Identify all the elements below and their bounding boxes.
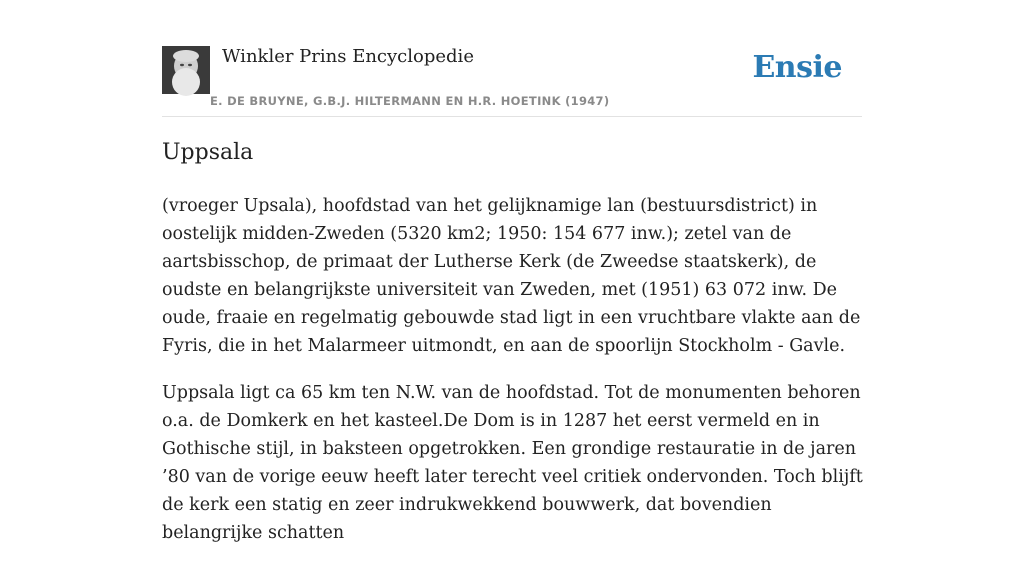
authors-line: E. DE BRUYNE, G.B.J. HILTERMANN EN H.R. HOETINK (1947) xyxy=(210,94,610,108)
author-avatar[interactable] xyxy=(162,46,210,94)
ensie-logo[interactable]: Ensie xyxy=(752,50,842,85)
header xyxy=(162,46,862,117)
article-title: Uppsala xyxy=(162,140,254,165)
portrait-icon xyxy=(162,46,210,94)
article-paragraph: Uppsala ligt ca 65 km ten N.W. van de hoofdstad. Tot de monumenten behoren o.a. de Domkerk en het kasteel.De Dom is in 1287 het eerst vermeld en in Gothische stijl, in baksteen opgetrokken. Een grondige restauratie in de jaren ’80 van de vorige eeuw heeft later terecht veel critiek ondervonden. Toch blijft de kerk een statig en zeer indrukwekkend bouwwerk, dat bovendien belangrijke schatten xyxy=(162,383,863,543)
article-paragraph: (vroeger Upsala), hoofdstad van het gelijknamige lan (bestuursdistrict) in oostelijk midden-Zweden (5320 km2; 1950: 154 677 inw.); zetel van de aartsbisschop, de primaat der Lutherse Kerk (de Zweedse staatskerk), de oudste en belangrijkste universiteit van Zweden, met (1951) 63 072 inw. De oude, fraaie en regelmatig gebouwde stad ligt in een vruchtbare vlakte aan de Fyris, die in het Malarmeer uitmondt, en aan de spoorlijn Stockholm - Gavle. xyxy=(162,196,861,356)
site-title[interactable]: Winkler Prins Encyclopedie xyxy=(222,46,474,67)
article-body xyxy=(162,192,872,566)
